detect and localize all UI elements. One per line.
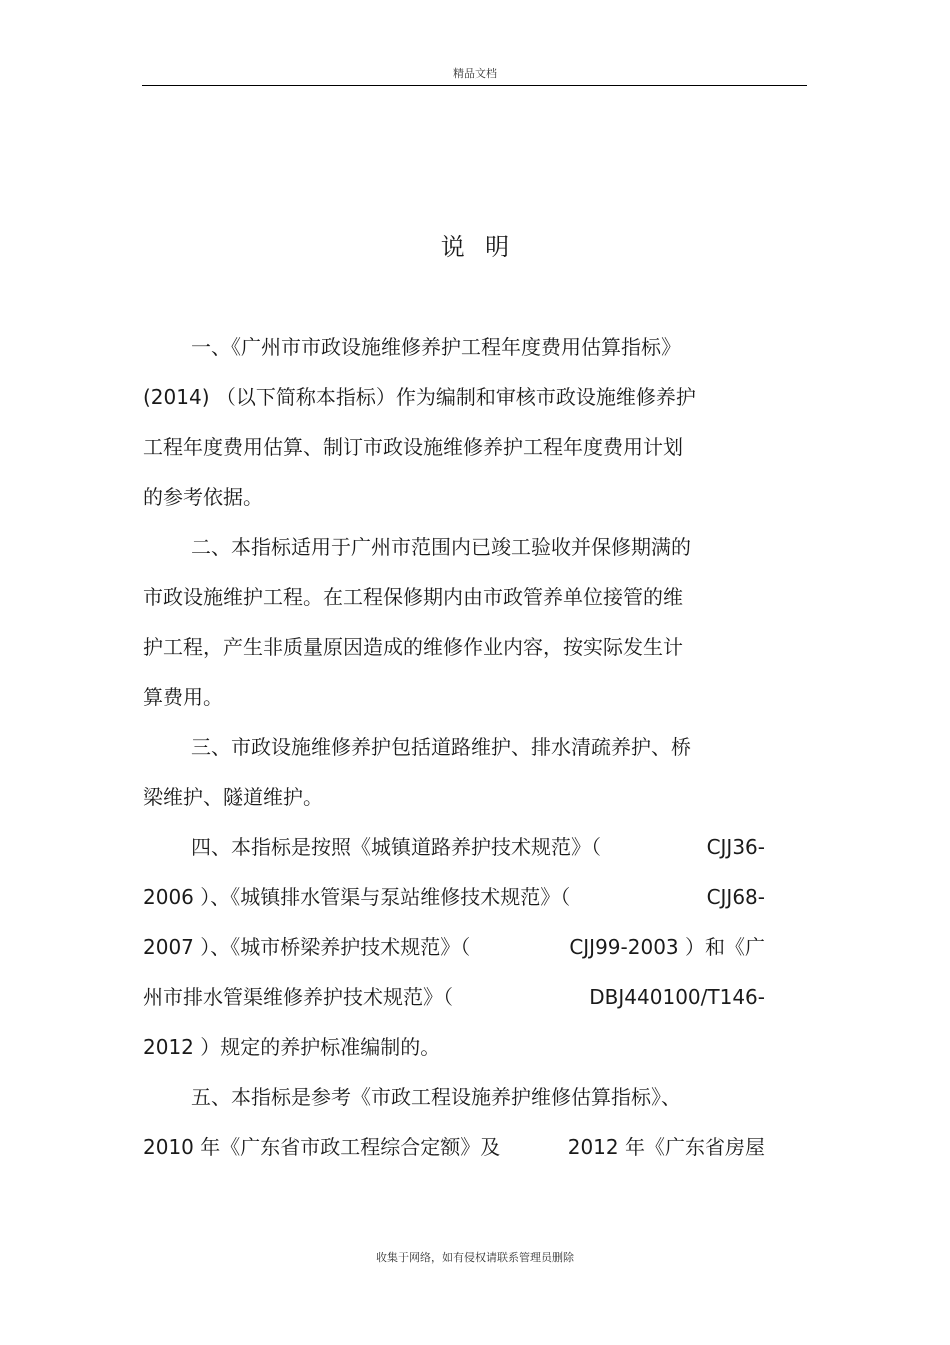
- paragraph-2-line-2: 市政设施维护工程。在工程保修期内由市政管养单位接管的维: [143, 585, 683, 609]
- paragraph-1-line-1: 一、《广州市市政设施维修养护工程年度费用估算指标》: [191, 335, 681, 359]
- paragraph-4-line-4-text: 州市排水管渠维修养护技术规范》（: [143, 985, 453, 1009]
- paragraph-2-line-1: 二、本指标适用于广州市范围内已竣工验收并保修期满的: [191, 535, 691, 559]
- paragraph-4-line-5: 2012 ）规定的养护标准编制的。: [143, 1035, 441, 1059]
- paragraph-4-line-1-text: 四、本指标是按照《城镇道路养护技术规范》（: [191, 835, 601, 859]
- header-text: 精品文档: [453, 67, 497, 80]
- paragraph-4-line-2-text: 2006 ）、《城镇排水管渠与泵站维修技术规范》（: [143, 885, 571, 909]
- paragraph-4-line-2: [143, 883, 765, 911]
- paragraph-3-line-2: 梁维护、隧道维护。: [143, 785, 323, 809]
- paragraph-2-line-3: 护工程，产生非质量原因造成的维修作业内容，按实际发生计: [143, 635, 683, 659]
- paragraph-1-line-2: (2014) （以下简称本指标）作为编制和审核市政设施维修养护: [143, 385, 696, 409]
- header-rule: [142, 85, 807, 86]
- paragraph-4-line-3-code: CJJ99-2003 ）和《广: [569, 935, 765, 959]
- paragraph-4-line-4: [143, 983, 765, 1011]
- document-title: 说明: [440, 233, 530, 261]
- paragraph-4-line-3-text: 2007 ）、《城市桥梁养护技术规范》（: [143, 935, 471, 959]
- paragraph-4-line-1: [191, 833, 765, 861]
- paragraph-5-line-2-continued: 2012 年《广东省房屋: [567, 1135, 765, 1159]
- paragraph-4-line-1-code: CJJ36-: [706, 835, 765, 859]
- paragraph-5-line-2: [143, 1133, 765, 1161]
- paragraph-4-line-2-code: CJJ68-: [706, 885, 765, 909]
- paragraph-4-line-3: [143, 933, 765, 961]
- paragraph-4-line-4-code: DBJ440100/T146-: [589, 985, 765, 1009]
- paragraph-3-line-1: 三、市政设施维修养护包括道路维护、排水清疏养护、桥: [191, 735, 691, 759]
- paragraph-5-line-1: 五、本指标是参考《市政工程设施养护维修估算指标》、: [191, 1085, 681, 1109]
- paragraph-5-line-2-text: 2010 年《广东省市政工程综合定额》及: [143, 1135, 501, 1159]
- paragraph-2-line-4: 算费用。: [143, 685, 223, 709]
- page-footer: 收集于网络，如有侵权请联系管理员删除: [376, 1251, 574, 1264]
- paragraph-1-line-4: 的参考依据。: [143, 485, 263, 509]
- paragraph-1-line-3: 工程年度费用估算、制订市政设施维修养护工程年度费用计划: [143, 435, 683, 459]
